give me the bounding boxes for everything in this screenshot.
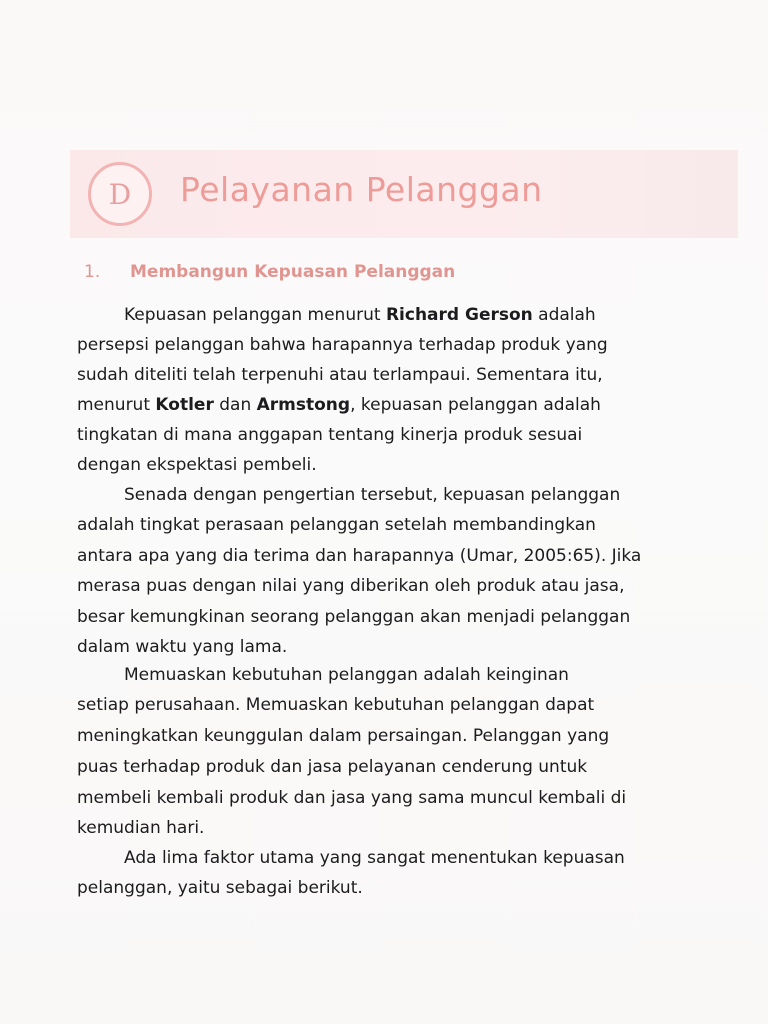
paragraph-4-line-1 xyxy=(124,848,625,868)
paragraph-1-line-1 xyxy=(124,305,596,325)
subsection-heading xyxy=(84,262,455,282)
paragraph-3-line-4 xyxy=(77,757,587,777)
paragraph-3-line-5 xyxy=(77,788,626,808)
section-letter: D xyxy=(108,177,132,211)
text-segment: setiap perusahaan. Memuaskan kebutuhan pelanggan dapat xyxy=(77,695,595,715)
text-segment: kemudian hari. xyxy=(77,818,205,838)
paragraph-3-line-2 xyxy=(77,695,594,715)
paragraph-4-line-2 xyxy=(77,878,363,898)
paragraph-3-line-1 xyxy=(124,665,569,685)
text-segment: menurut xyxy=(77,395,156,415)
text-segment: membeli kembali produk dan jasa yang sama muncul kembali di xyxy=(77,788,627,808)
bold-name: Richard Gerson xyxy=(385,305,533,325)
paragraph-1-line-2 xyxy=(77,335,608,355)
text-segment: sudah diteliti telah terpenuhi atau terlampaui. Sementara itu, xyxy=(77,365,603,385)
bold-name: Kotler xyxy=(155,395,214,415)
paragraph-2-line-3 xyxy=(77,546,641,566)
paragraph-1-line-6 xyxy=(77,455,317,475)
bold-name: Armstong xyxy=(256,395,351,415)
section-title: Pelayanan Pelanggan xyxy=(180,170,543,209)
text-segment: Memuaskan kebutuhan pelanggan adalah keinginan xyxy=(124,665,569,685)
text-segment: pelanggan, yaitu sebagai berikut. xyxy=(77,878,363,898)
text-segment: adalah tingkat perasaan pelanggan setelah membandingkan xyxy=(77,515,596,535)
text-segment: dalam waktu yang lama. xyxy=(77,637,288,657)
paragraph-3-line-3 xyxy=(77,726,609,746)
text-segment: Senada dengan pengertian tersebut, kepuasan pelanggan xyxy=(124,485,621,505)
subsection-number: 1. xyxy=(84,262,101,282)
paragraph-3-line-6 xyxy=(77,818,204,838)
text-segment: dengan ekspektasi pembeli. xyxy=(77,455,317,475)
text-segment: antara apa yang dia terima dan harapannya (Umar, 2005:65). Jika xyxy=(77,546,642,566)
text-segment: dan xyxy=(213,395,257,415)
text-segment: adalah xyxy=(532,305,596,325)
paragraph-2-line-6 xyxy=(77,637,287,657)
text-segment: merasa puas dengan nilai yang diberikan oleh produk atau jasa, xyxy=(77,576,625,596)
text-segment: , kepuasan pelanggan adalah xyxy=(350,395,601,415)
text-segment: besar kemungkinan seorang pelanggan akan menjadi pelanggan xyxy=(77,607,631,627)
paragraph-2-line-5 xyxy=(77,607,630,627)
text-segment: meningkatkan keunggulan dalam persaingan. Pelanggan yang xyxy=(77,726,610,746)
text-segment: persepsi pelanggan bahwa harapannya terhadap produk yang xyxy=(77,335,608,355)
text-segment: tingkatan di mana anggapan tentang kinerja produk sesuai xyxy=(77,425,583,445)
text-segment: puas terhadap produk dan jasa pelayanan cenderung untuk xyxy=(77,757,588,777)
text-segment: Kepuasan pelanggan menurut xyxy=(124,305,386,325)
paragraph-1-line-5 xyxy=(77,425,582,445)
paragraph-1-line-4 xyxy=(77,395,601,415)
paragraph-2-line-2 xyxy=(77,515,596,535)
paragraph-1-line-3 xyxy=(77,365,603,385)
text-segment: Ada lima faktor utama yang sangat menentukan kepuasan xyxy=(124,848,625,868)
paragraph-2-line-1 xyxy=(124,485,620,505)
subsection-title: Membangun Kepuasan Pelanggan xyxy=(130,262,456,282)
section-letter-badge xyxy=(88,162,152,226)
paragraph-2-line-4 xyxy=(77,576,624,596)
